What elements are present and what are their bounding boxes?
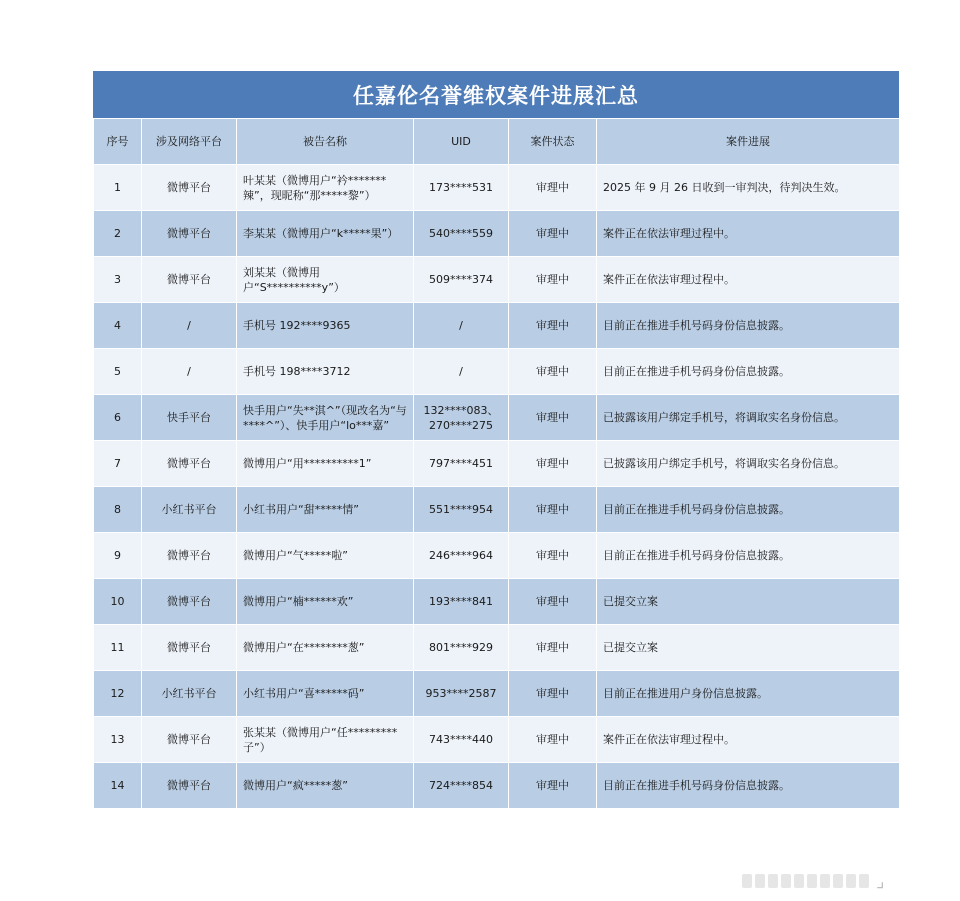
table-row [94,349,900,395]
cell-platform: 微博平台 [142,763,237,809]
cell-progress: 案件正在依法审理过程中。 [597,211,900,257]
cell-status: 审理中 [509,441,597,487]
cell-defendant: 小红书用户“甜*****情” [237,487,414,533]
cell-no: 7 [94,441,142,487]
cell-progress: 目前正在推进用户身份信息披露。 [597,671,900,717]
watermark [742,868,942,894]
cell-no: 9 [94,533,142,579]
cell-defendant: 手机号 198****3712 [237,349,414,395]
table-row [94,533,900,579]
cell-status: 审理中 [509,671,597,717]
cell-no: 1 [94,165,142,211]
cell-platform: 微博平台 [142,533,237,579]
watermark-block [768,874,778,888]
cell-platform: 微博平台 [142,625,237,671]
cell-defendant: 手机号 192****9365 [237,303,414,349]
cell-no: 6 [94,395,142,441]
cell-platform: 快手平台 [142,395,237,441]
cell-defendant: 微博用户“楠******欢” [237,579,414,625]
cell-status: 审理中 [509,625,597,671]
cell-progress: 已提交立案 [597,579,900,625]
header-status: 案件状态 [509,119,597,165]
table-row [94,165,900,211]
cell-status: 审理中 [509,211,597,257]
case-table [93,118,900,809]
cell-progress: 案件正在依法审理过程中。 [597,257,900,303]
watermark-block [859,874,869,888]
cell-defendant: 微博用户“疯*****葱” [237,763,414,809]
cell-uid: 509****374 [414,257,509,303]
table-row [94,303,900,349]
watermark-block [846,874,856,888]
cell-no: 12 [94,671,142,717]
cell-platform: 微博平台 [142,257,237,303]
cell-status: 审理中 [509,717,597,763]
header-defendant: 被告名称 [237,119,414,165]
table-body [94,165,900,809]
cell-uid: 193****841 [414,579,509,625]
cell-progress: 已披露该用户绑定手机号，将调取实名身份信息。 [597,441,900,487]
cell-uid: 173****531 [414,165,509,211]
table-row [94,625,900,671]
watermark-block [755,874,765,888]
cell-defendant: 李某某（微博用户“k*****果”） [237,211,414,257]
cell-defendant: 微博用户“气*****啦” [237,533,414,579]
table-row [94,395,900,441]
table-row [94,717,900,763]
cell-uid: 724****854 [414,763,509,809]
case-summary-table [93,71,899,809]
cell-no: 13 [94,717,142,763]
table-row [94,257,900,303]
cell-platform: 微博平台 [142,717,237,763]
cell-uid: / [414,349,509,395]
cell-defendant: 刘某某（微博用户“S**********y”） [237,257,414,303]
cell-platform: 小红书平台 [142,671,237,717]
header-no: 序号 [94,119,142,165]
cell-progress: 2025 年 9 月 26 日收到一审判决，待判决生效。 [597,165,900,211]
cell-uid: 246****964 [414,533,509,579]
cell-no: 10 [94,579,142,625]
cell-status: 审理中 [509,303,597,349]
cell-defendant: 快手用户“失**淇^”（现改名为“与****^”）、快手用户“lo***嘉” [237,395,414,441]
cell-no: 4 [94,303,142,349]
table-row [94,211,900,257]
cell-status: 审理中 [509,257,597,303]
cell-no: 11 [94,625,142,671]
watermark-icon: ⌟ [876,870,885,892]
cell-no: 14 [94,763,142,809]
cell-no: 8 [94,487,142,533]
cell-defendant: 叶某某（微博用户“衿*******辣”，现昵称“那*****黎”） [237,165,414,211]
cell-status: 审理中 [509,579,597,625]
cell-platform: 微博平台 [142,441,237,487]
header-uid: UID [414,119,509,165]
watermark-block [820,874,830,888]
cell-progress: 目前正在推进手机号码身份信息披露。 [597,533,900,579]
cell-uid: 132****083、270****275 [414,395,509,441]
cell-uid: 953****2587 [414,671,509,717]
cell-platform: 微博平台 [142,211,237,257]
cell-status: 审理中 [509,395,597,441]
watermark-block [742,874,752,888]
cell-defendant: 张某某（微博用户“任*********子”） [237,717,414,763]
watermark-block [794,874,804,888]
cell-status: 审理中 [509,763,597,809]
cell-status: 审理中 [509,487,597,533]
cell-progress: 目前正在推进手机号码身份信息披露。 [597,349,900,395]
cell-progress: 目前正在推进手机号码身份信息披露。 [597,303,900,349]
cell-uid: 743****440 [414,717,509,763]
table-row [94,671,900,717]
cell-status: 审理中 [509,533,597,579]
cell-no: 2 [94,211,142,257]
header-platform: 涉及网络平台 [142,119,237,165]
cell-no: 5 [94,349,142,395]
table-row [94,441,900,487]
cell-uid: / [414,303,509,349]
cell-progress: 已提交立案 [597,625,900,671]
watermark-block [807,874,817,888]
cell-uid: 797****451 [414,441,509,487]
cell-uid: 551****954 [414,487,509,533]
cell-progress: 目前正在推进手机号码身份信息披露。 [597,487,900,533]
cell-status: 审理中 [509,165,597,211]
cell-platform: 小红书平台 [142,487,237,533]
cell-status: 审理中 [509,349,597,395]
cell-platform: / [142,349,237,395]
cell-no: 3 [94,257,142,303]
cell-progress: 已披露该用户绑定手机号，将调取实名身份信息。 [597,395,900,441]
header-progress: 案件进展 [597,119,900,165]
cell-platform: 微博平台 [142,579,237,625]
cell-platform: / [142,303,237,349]
watermark-block [833,874,843,888]
table-row [94,487,900,533]
cell-defendant: 微博用户“用**********1” [237,441,414,487]
table-title: 任嘉伦名誉维权案件进展汇总 [93,71,899,118]
watermark-block [781,874,791,888]
cell-defendant: 小红书用户“喜******码” [237,671,414,717]
table-row [94,763,900,809]
cell-defendant: 微博用户“在********葱” [237,625,414,671]
cell-uid: 801****929 [414,625,509,671]
cell-platform: 微博平台 [142,165,237,211]
header-row [94,119,900,165]
cell-progress: 目前正在推进手机号码身份信息披露。 [597,763,900,809]
cell-progress: 案件正在依法审理过程中。 [597,717,900,763]
table-row [94,579,900,625]
cell-uid: 540****559 [414,211,509,257]
